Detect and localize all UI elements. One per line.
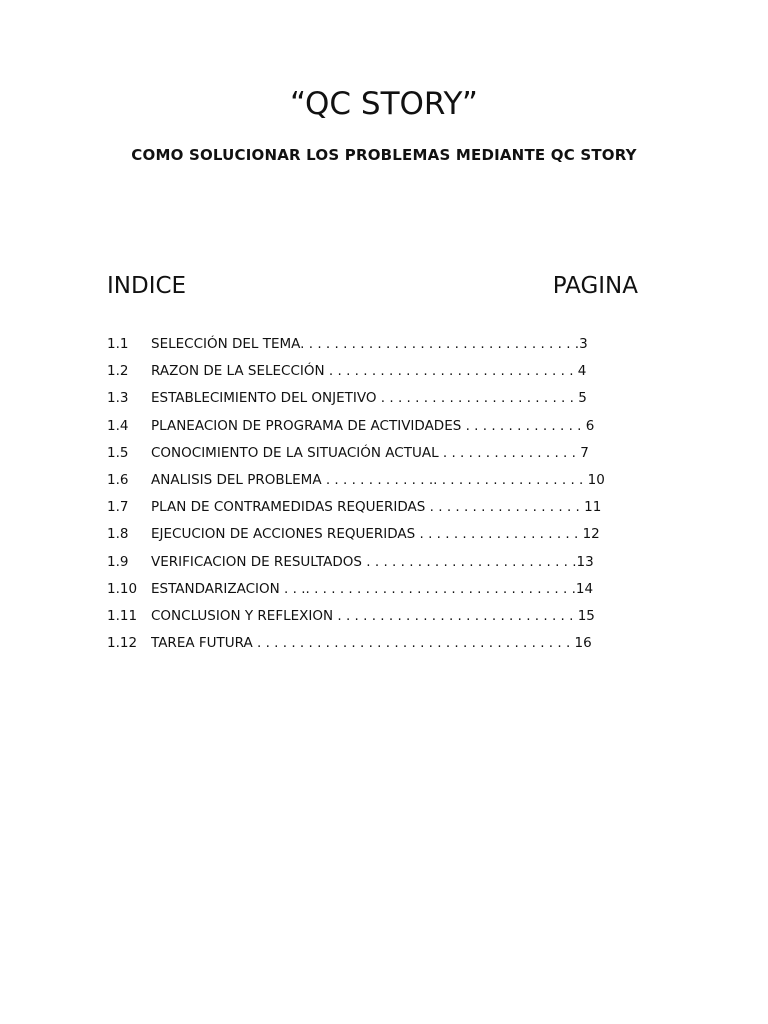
- toc-entry-1-11: [107, 604, 621, 631]
- toc-entry-1-2: [107, 359, 621, 386]
- toc-number: 1.1: [107, 336, 129, 352]
- toc-entry-1-12: [107, 631, 621, 658]
- toc-entry-1-7: [107, 495, 621, 522]
- toc-entry-1-4: [107, 414, 621, 441]
- toc-number: 1.8: [107, 526, 129, 543]
- toc-number: 1.2: [107, 363, 129, 380]
- toc-entry-1-9: [107, 550, 621, 577]
- toc-label: CONOCIMIENTO DE LA SITUACIÓN ACTUAL . . . . . . . . . . . . . . . . 7: [151, 444, 589, 461]
- document-title: “QC STORY”: [290, 86, 478, 122]
- toc-number: 1.7: [107, 499, 129, 516]
- toc-number: 1.9: [107, 553, 129, 570]
- toc-label: EJECUCION DE ACCIONES REQUERIDAS . . . . . . . . . . . . . . . . . . . 12: [151, 526, 600, 543]
- toc-number: 1.4: [107, 417, 129, 434]
- toc-label: ESTABLECIMIENTO DEL ONJETIVO . . . . . . . . . . . . . . . . . . . . . . . 5: [151, 390, 587, 407]
- toc-entry-1-3: [107, 386, 621, 413]
- toc-number: 1.3: [107, 390, 129, 407]
- toc-entry-1-5: [107, 441, 621, 468]
- page-heading: PAGINA: [552, 273, 638, 299]
- toc-label: SELECCIÓN DEL TEMA. . . . . . . . . . . . . . . . . . . . . . . . . . . . . . . . .3: [151, 336, 588, 352]
- toc-number: 1.11: [107, 607, 138, 624]
- toc-header: [107, 273, 638, 303]
- toc-number: 1.12: [107, 635, 138, 652]
- toc-entry-1-6: [107, 468, 621, 495]
- toc-number: 1.6: [107, 471, 129, 488]
- table-of-contents: [107, 332, 621, 658]
- toc-label: ANALISIS DEL PROBLEMA . . . . . . . . . . . . .. . . . . . . . . . . . . . . . . . 10: [151, 471, 605, 488]
- toc-entry-1-8: [107, 522, 621, 549]
- toc-number: 1.5: [107, 444, 129, 461]
- toc-label: ESTANDARIZACION . . .. . . . . . . . . . . . . . . . . . . . . . . . . . . . . . . .14: [151, 580, 594, 597]
- toc-label: CONCLUSION Y REFLEXION . . . . . . . . . . . . . . . . . . . . . . . . . . . . 15: [151, 607, 595, 624]
- toc-label: TAREA FUTURA . . . . . . . . . . . . . . . . . . . . . . . . . . . . . . . . . . . . . 16: [151, 635, 592, 652]
- toc-label: PLANEACION DE PROGRAMA DE ACTIVIDADES . . . . . . . . . . . . . . 6: [151, 417, 595, 434]
- toc-label: RAZON DE LA SELECCIÓN . . . . . . . . . . . . . . . . . . . . . . . . . . . . . 4: [151, 363, 587, 380]
- index-heading: INDICE: [107, 273, 187, 299]
- toc-entry-1-1: [107, 332, 621, 359]
- document-subtitle: COMO SOLUCIONAR LOS PROBLEMAS MEDIANTE QC STORY: [131, 146, 637, 164]
- toc-entry-1-10: [107, 577, 621, 604]
- toc-number: 1.10: [107, 580, 138, 597]
- toc-label: PLAN DE CONTRAMEDIDAS REQUERIDAS . . . . . . . . . . . . . . . . . . 11: [151, 499, 602, 516]
- toc-label: VERIFICACION DE RESULTADOS . . . . . . . . . . . . . . . . . . . . . . . . .13: [151, 553, 594, 570]
